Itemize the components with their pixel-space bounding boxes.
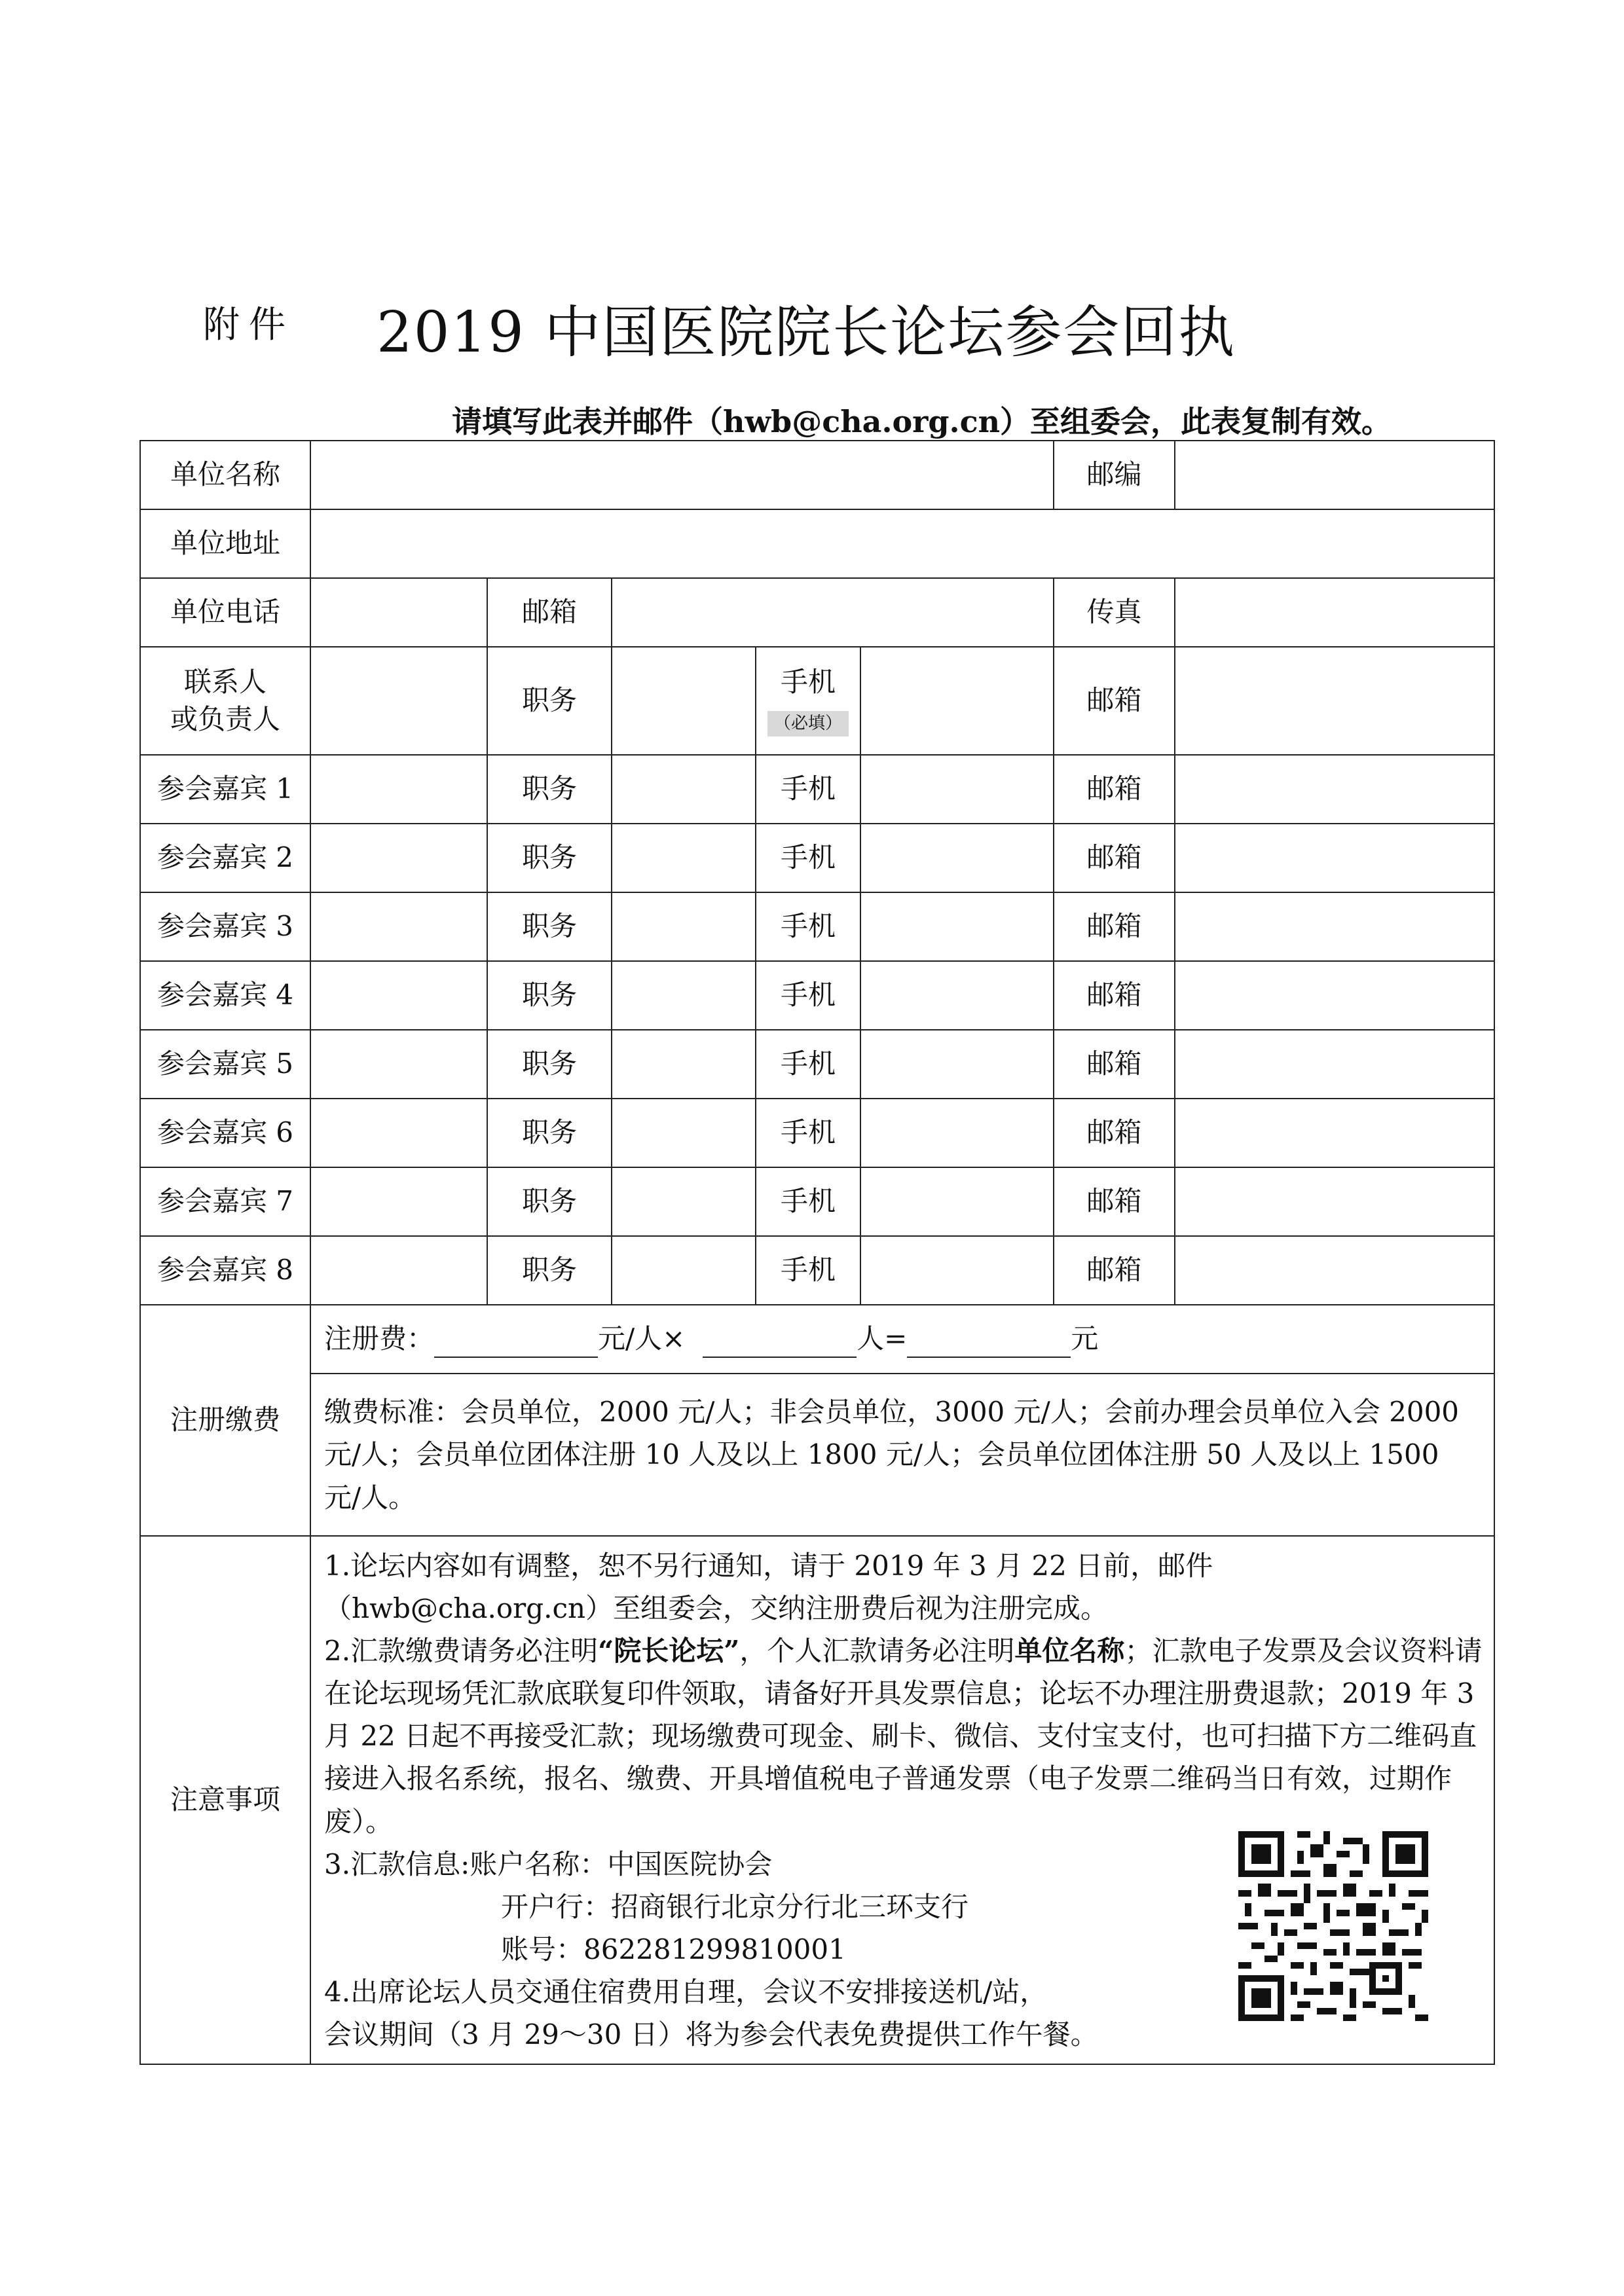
guest-mobile-label: 手机 <box>756 755 860 824</box>
contact-name-field[interactable] <box>310 647 487 755</box>
guest-name-field[interactable] <box>310 961 487 1030</box>
fees-section-label: 注册缴费 <box>140 1305 310 1536</box>
guest-mailbox-field[interactable] <box>1175 1030 1494 1099</box>
guest-mailbox-field[interactable] <box>1175 1167 1494 1236</box>
guest-position-field[interactable] <box>612 1167 756 1236</box>
postcode-field[interactable] <box>1175 441 1494 509</box>
guest-label: 参会嘉宾 2 <box>140 824 310 892</box>
guest-row-7 <box>140 1167 1494 1236</box>
registration-form-table <box>139 440 1495 2065</box>
guest-position-field[interactable] <box>612 1236 756 1305</box>
guest-label: 参会嘉宾 5 <box>140 1030 310 1099</box>
guest-name-field[interactable] <box>310 755 487 824</box>
unit-address-field[interactable] <box>310 509 1494 578</box>
guest-position-label: 职务 <box>487 1236 612 1305</box>
contact-label-line1: 联系人 <box>183 665 267 698</box>
guest-mailbox-field[interactable] <box>1175 1236 1494 1305</box>
guest-mailbox-field[interactable] <box>1175 961 1494 1030</box>
fee-per-person-unit: 元/人× <box>598 1322 686 1355</box>
guest-mailbox-field[interactable] <box>1175 1099 1494 1167</box>
guest-position-label: 职务 <box>487 1099 612 1167</box>
notes-item-2 <box>324 1630 1483 1842</box>
guest-mailbox-label: 邮箱 <box>1054 1236 1175 1305</box>
attachment-label: 附件 <box>203 304 295 346</box>
fee-people-count-blank[interactable] <box>703 1330 857 1358</box>
contact-position-label: 职务 <box>487 647 612 755</box>
guest-mobile-field[interactable] <box>860 1167 1054 1236</box>
guest-position-label: 职务 <box>487 824 612 892</box>
guest-mailbox-label: 邮箱 <box>1054 1030 1175 1099</box>
guest-position-label: 职务 <box>487 961 612 1030</box>
guest-position-field[interactable] <box>612 1099 756 1167</box>
fax-field[interactable] <box>1175 578 1494 647</box>
guest-mobile-field[interactable] <box>860 892 1054 961</box>
guest-label: 参会嘉宾 8 <box>140 1236 310 1305</box>
guest-mobile-field[interactable] <box>860 1236 1054 1305</box>
unit-name-field[interactable] <box>310 441 1054 509</box>
guest-name-field[interactable] <box>310 1099 487 1167</box>
guest-position-field[interactable] <box>612 892 756 961</box>
guest-mobile-field[interactable] <box>860 1030 1054 1099</box>
guest-row-5 <box>140 1030 1494 1099</box>
contact-mailbox-field[interactable] <box>1175 647 1494 755</box>
guest-position-label: 职务 <box>487 1030 612 1099</box>
notes-item-2-bold2: 单位名称 <box>1014 1635 1125 1667</box>
contact-mobile-label <box>756 647 860 755</box>
guest-mailbox-label: 邮箱 <box>1054 824 1175 892</box>
unit-phone-label: 单位电话 <box>140 578 310 647</box>
guest-name-field[interactable] <box>310 892 487 961</box>
guest-mailbox-field[interactable] <box>1175 755 1494 824</box>
guest-row-3 <box>140 892 1494 961</box>
guest-mobile-field[interactable] <box>860 1099 1054 1167</box>
fax-label: 传真 <box>1054 578 1175 647</box>
guest-mobile-label: 手机 <box>756 961 860 1030</box>
guest-name-field[interactable] <box>310 824 487 892</box>
unit-phone-row <box>140 578 1494 647</box>
unit-name-label: 单位名称 <box>140 441 310 509</box>
notes-content <box>310 1536 1494 2064</box>
notes-item-3-line3: 账号：862281299810001 <box>501 1933 846 1965</box>
guest-mailbox-label: 邮箱 <box>1054 1099 1175 1167</box>
contact-position-field[interactable] <box>612 647 756 755</box>
guest-mobile-label: 手机 <box>756 824 860 892</box>
guest-mobile-label: 手机 <box>756 1099 860 1167</box>
unit-address-row <box>140 509 1494 578</box>
fee-standard-row <box>140 1374 1494 1536</box>
contact-mobile-text: 手机 <box>780 665 836 698</box>
notes-item-3-line2: 开户行：招商银行北京分行北三环支行 <box>501 1890 969 1923</box>
qr-code-icon[interactable] <box>1238 1831 1428 2021</box>
guest-mobile-field[interactable] <box>860 755 1054 824</box>
guest-position-field[interactable] <box>612 961 756 1030</box>
notes-item-2-bold1: “院长论坛” <box>598 1635 740 1667</box>
guest-row-6 <box>140 1099 1494 1167</box>
guest-mailbox-field[interactable] <box>1175 892 1494 961</box>
guest-mobile-field[interactable] <box>860 961 1054 1030</box>
fee-yuan-unit: 元 <box>1071 1322 1099 1355</box>
contact-mailbox-label: 邮箱 <box>1054 647 1175 755</box>
fee-formula-prefix: 注册费： <box>324 1322 435 1355</box>
guest-label: 参会嘉宾 4 <box>140 961 310 1030</box>
notes-item-1: 1.论坛内容如有调整，恕不另行通知，请于 2019 年 3 月 22 日前，邮件（hwb@cha.org.cn）至组委会，交纳注册费后视为注册完成。 <box>324 1550 1213 1625</box>
notes-item-4-line2: 会议期间（3 月 29～30 日）将为参会代表免费提供工作午餐。 <box>324 2018 1098 2051</box>
unit-mailbox-label: 邮箱 <box>487 578 612 647</box>
guest-mobile-label: 手机 <box>756 1030 860 1099</box>
contact-mobile-field[interactable] <box>860 647 1054 755</box>
guest-mailbox-label: 邮箱 <box>1054 1167 1175 1236</box>
instruction-text: 请填写此表并邮件（hwb@cha.org.cn）至组委会，此表复制有效。 <box>452 404 1392 439</box>
guest-position-label: 职务 <box>487 755 612 824</box>
fee-standard-text: 缴费标准：会员单位，2000 元/人；非会员单位，3000 元/人；会前办理会员单位入会 2000 元/人；会员单位团体注册 10 人及以上 1800 元/人；会员单位团体注册 50 人及以上 1500 元/人。 <box>310 1374 1494 1536</box>
fee-total-blank[interactable] <box>907 1330 1071 1358</box>
guest-position-label: 职务 <box>487 892 612 961</box>
unit-phone-field[interactable] <box>310 578 487 647</box>
fee-formula-row <box>140 1305 1494 1374</box>
unit-address-label: 单位地址 <box>140 509 310 578</box>
guest-mailbox-label: 邮箱 <box>1054 961 1175 1030</box>
fee-formula <box>310 1305 1494 1374</box>
unit-name-row <box>140 441 1494 509</box>
guest-row-1 <box>140 755 1494 824</box>
page-title: 2019 中国医院院长论坛参会回执 <box>377 300 1236 365</box>
guest-mobile-label: 手机 <box>756 892 860 961</box>
guest-position-field[interactable] <box>612 1030 756 1099</box>
notes-item-2-part1: 2.汇款缴费请务必注明 <box>324 1635 599 1667</box>
guest-label: 参会嘉宾 3 <box>140 892 310 961</box>
notes-item-4-line1: 4.出席论坛人员交通住宿费用自理，会议不安排接送机/站， <box>324 1975 1048 2008</box>
fee-per-person-blank[interactable] <box>434 1330 598 1358</box>
notes-item-2-part2: ，个人汇款请务必注明 <box>739 1635 1015 1667</box>
guest-row-8 <box>140 1236 1494 1305</box>
guest-mailbox-label: 邮箱 <box>1054 892 1175 961</box>
guest-position-field[interactable] <box>612 755 756 824</box>
guest-position-field[interactable] <box>612 824 756 892</box>
notes-section-label: 注意事项 <box>140 1536 310 2064</box>
guest-name-field[interactable] <box>310 1167 487 1236</box>
contact-label-line2: 或负责人 <box>170 702 280 735</box>
contact-row <box>140 647 1494 755</box>
guest-mailbox-field[interactable] <box>1175 824 1494 892</box>
guest-mobile-label: 手机 <box>756 1167 860 1236</box>
required-tag: （必填） <box>767 711 849 737</box>
contact-label <box>140 647 310 755</box>
guest-name-field[interactable] <box>310 1236 487 1305</box>
notes-item-2-part3: ；汇款电子发票及会议资料请在论坛现场凭汇款底联复印件领取，请备好开具发票信息；论坛不办理注册费退款；2019 年 3 月 22 日起不再接受汇款；现场缴费可现金、刷卡、微信、支付宝支付，也可扫描下方二维码直接进入报名系统，报名、缴费、开具增值税电子普通发票（电子发票二维码当日有效，过期作废）。 <box>324 1635 1483 1838</box>
guest-mobile-label: 手机 <box>756 1236 860 1305</box>
guest-label: 参会嘉宾 7 <box>140 1167 310 1236</box>
unit-mailbox-field[interactable] <box>612 578 1054 647</box>
postcode-label: 邮编 <box>1054 441 1175 509</box>
guest-name-field[interactable] <box>310 1030 487 1099</box>
guest-row-2 <box>140 824 1494 892</box>
fee-people-unit: 人= <box>857 1322 908 1355</box>
guest-mobile-field[interactable] <box>860 824 1054 892</box>
guest-mailbox-label: 邮箱 <box>1054 755 1175 824</box>
guest-position-label: 职务 <box>487 1167 612 1236</box>
notes-item-3-line1: 3.汇款信息:账户名称：中国医院协会 <box>324 1848 773 1880</box>
notes-row <box>140 1536 1494 2064</box>
guest-row-4 <box>140 961 1494 1030</box>
guest-label: 参会嘉宾 6 <box>140 1099 310 1167</box>
guest-label: 参会嘉宾 1 <box>140 755 310 824</box>
